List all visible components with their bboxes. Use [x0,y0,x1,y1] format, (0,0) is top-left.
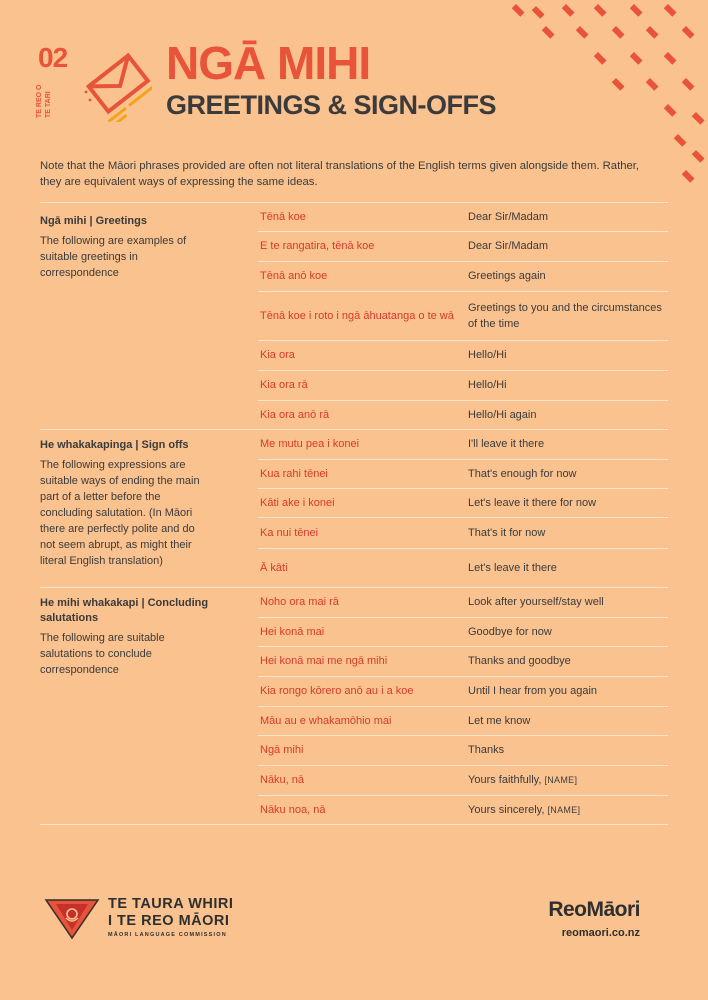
table-row: Tēnā koe Dear Sir/Madam [260,210,549,223]
section-greetings [40,214,210,281]
table-row: Nāku, nā Yours faithfully, [NAME] [260,774,578,786]
section-description: The following are examples of suitable greetings in correspondence [40,235,187,279]
table-row: Kia ora anō rā Hello/Hi again [260,408,537,421]
vertical-label: TE REO O TE TARI [36,84,52,118]
section-description: The following expressions are suitable ways of ending the main part of a letter before the concluding salutation. (In Māori there are perfectly polite and do not seem abrupt, as might their literal English translation) [40,459,200,567]
section-heading: He whakakapinga | Sign offs [40,439,189,451]
section-heading: Ngā mihi | Greetings [40,215,147,227]
table-row: Hei konā mai Goodbye for now [260,625,552,638]
website-link[interactable]: reomaori.co.nz [561,927,640,939]
table-row: Ā kāti Let's leave it there [260,561,557,574]
table-row: Nāku noa, nā Yours sincerely, [NAME] [260,803,581,816]
org-name: TE TAURA WHIRI I TE REO MĀORI [108,896,234,929]
envelope-icon [82,42,152,122]
te-taura-whiri-logo [44,894,100,942]
table-row: Hei konā mai me ngā mihi Thanks and goodbye [260,655,571,667]
table-row: Kia ora Hello/Hi [260,349,507,361]
section-number: 02 [38,42,68,73]
divider [40,824,668,825]
page-title: NGĀ MIHI [166,37,371,89]
table-row: Tēnā anō koe Greetings again [260,270,546,282]
table-row: Ngā mihi Thanks [260,744,505,756]
intro-note: Note that the Māori phrases provided are often not literal translations of the English terms given alongside them. Rather, they are equivalent ways of expressing the same ideas. [40,160,640,188]
org-subtitle: MĀORI LANGUAGE COMMISSION [108,932,227,938]
table-row: Tēnā koe i roto i ngā āhuatanga o te wā Greetings to you and the circumstances of the time [260,301,662,330]
section-sign-offs [40,438,210,569]
table-row: Kia ora rā Hello/Hi [260,379,507,391]
table-row: Noho ora mai rā Look after yourself/stay well [260,596,604,608]
table-row: Kua rahi tēnei That's enough for now [260,467,577,480]
brand-logo: ReoMāori [548,898,640,921]
page-subtitle: GREETINGS & SIGN-OFFS [166,90,497,120]
section-description: The following are suitable salutations to conclude correspondence [40,632,165,676]
table-row: Ka nui tēnei That's it for now [260,526,546,539]
section-concluding-salutations [40,596,210,678]
section-heading: He mihi whakakapi | Concluding salutations [40,597,209,624]
table-row: Kāti ake i konei Let's leave it there for now [260,496,597,509]
table-row: E te rangatira, tēnā koe Dear Sir/Madam [260,240,549,252]
table-row: Māu au e whakamōhio mai Let me know [260,714,531,727]
table-row: Kia rongo kōrero anō au i a koe Until I hear from you again [260,685,598,697]
table-row: Me mutu pea i konei I'll leave it there [260,438,545,450]
